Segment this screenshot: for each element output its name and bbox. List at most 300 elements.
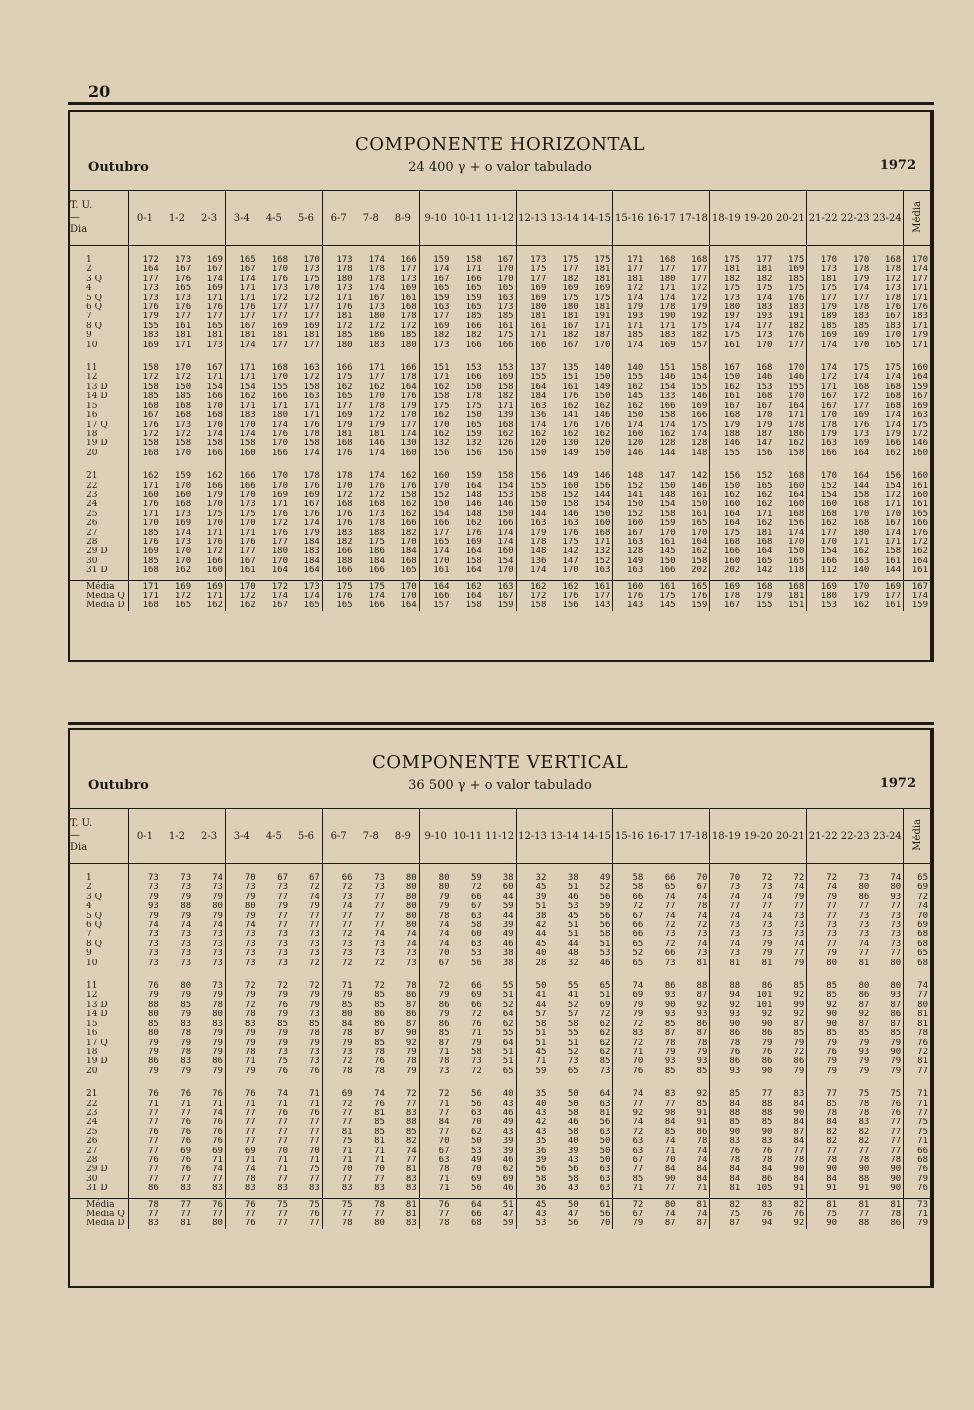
mean-cell: 179 [911, 331, 928, 341]
day-cell: 4 [70, 284, 129, 293]
value-cell: 172 [336, 321, 353, 331]
mean-cell: 66 [917, 1146, 928, 1156]
value-cell: 153 [484, 491, 516, 500]
table-row [70, 972, 930, 991]
value-cell: 163 [530, 519, 547, 529]
value-cell: 163 [627, 537, 644, 547]
hour-header: 14-15 [581, 809, 613, 864]
value-cell: 71 [193, 1100, 225, 1109]
value-cell: 158 [659, 509, 676, 519]
table-row [70, 449, 930, 462]
value-cell: 140 [853, 566, 870, 576]
value-cell: 71 [374, 1146, 385, 1156]
value-cell: 85 [341, 1000, 353, 1010]
value-cell: 67 [632, 911, 644, 921]
value-cell: 120 [530, 439, 547, 449]
value-cell: 71 [277, 1155, 289, 1165]
value-cell: 72 [774, 864, 806, 884]
value-cell: 77 [664, 1099, 676, 1109]
table-row [70, 294, 930, 303]
value-cell: 83 [387, 1175, 419, 1184]
value-cell: 184 [290, 557, 322, 566]
value-cell: 91 [774, 1184, 806, 1198]
value-cell: 174 [853, 373, 870, 383]
value-cell: 169 [271, 321, 289, 331]
value-cell: 66 [632, 892, 644, 902]
value-cell: 183 [659, 331, 676, 341]
value-cell: 178 [871, 294, 903, 303]
value-cell: 176 [678, 592, 710, 601]
value-cell: 150 [581, 392, 613, 401]
value-cell: 87 [438, 1038, 450, 1048]
value-cell: 182 [756, 274, 773, 284]
value-cell: 92 [774, 991, 806, 1000]
value-cell: 151 [433, 363, 450, 374]
hour-header: 5-6 [290, 809, 322, 864]
value-cell: 77 [858, 1210, 870, 1219]
value-cell: 164 [723, 509, 741, 519]
value-cell: 73 [729, 949, 741, 959]
value-cell: 166 [723, 547, 741, 557]
value-cell: 77 [277, 892, 289, 902]
value-cell: 74 [664, 892, 676, 902]
value-cell: 86 [858, 991, 870, 1001]
value-cell: 171 [368, 363, 385, 374]
value-cell: 164 [530, 382, 547, 392]
value-cell: 39 [535, 1155, 547, 1165]
value-cell: 63 [581, 1175, 613, 1184]
value-cell: 86 [147, 1057, 159, 1067]
value-cell: 63 [581, 1128, 613, 1137]
value-cell: 51 [567, 883, 579, 893]
day-cell: Média D [70, 601, 129, 610]
value-cell: 157 [678, 341, 710, 354]
value-cell: 162 [452, 580, 484, 592]
value-cell: 74 [438, 930, 450, 940]
value-cell: 170 [756, 411, 773, 421]
value-cell: 73 [277, 949, 289, 959]
value-cell: 160 [484, 547, 516, 556]
value-cell: 80 [193, 1219, 225, 1228]
mean-cell: 176 [911, 528, 928, 538]
table-row [70, 246, 930, 266]
value-cell: 77 [826, 911, 838, 921]
value-cell: 74 [761, 911, 773, 921]
value-cell: 162 [562, 401, 579, 411]
value-cell: 173 [530, 255, 547, 265]
value-cell: 87 [387, 1020, 419, 1029]
table-row [70, 1137, 930, 1146]
value-cell: 87 [774, 1020, 806, 1029]
value-cell: 74 [341, 902, 353, 912]
day-cell: Média Q [70, 1210, 129, 1219]
value-cell: 79 [277, 1010, 289, 1020]
value-cell: 63 [581, 1184, 613, 1198]
value-cell: 181 [193, 331, 225, 340]
value-cell: 158 [142, 382, 159, 392]
value-cell: 177 [174, 312, 192, 322]
value-cell: 174 [239, 274, 256, 284]
value-cell: 170 [271, 481, 289, 491]
value-cell: 167 [433, 274, 450, 284]
value-cell: 149 [627, 556, 644, 566]
value-cell: 81 [729, 1184, 741, 1194]
value-cell: 76 [290, 1210, 322, 1219]
value-cell: 73 [180, 958, 192, 968]
value-cell: 64 [452, 1198, 484, 1210]
value-cell: 164 [853, 471, 870, 482]
value-cell: 167 [239, 321, 256, 331]
value-cell: 162 [239, 392, 256, 402]
hour-header: 2-3 [193, 191, 225, 246]
value-cell: 160 [562, 481, 579, 491]
value-cell: 40 [567, 1137, 579, 1147]
value-cell: 79 [774, 959, 806, 972]
value-cell: 76 [180, 1127, 192, 1137]
value-cell: 176 [336, 519, 353, 529]
value-cell: 167 [484, 246, 516, 266]
value-cell: 168 [774, 510, 806, 519]
day-cell: Média Q [70, 592, 129, 601]
value-cell: 46 [567, 892, 579, 902]
value-cell: 162 [581, 402, 613, 411]
value-cell: 86 [858, 892, 870, 902]
value-cell: 171 [239, 528, 256, 538]
value-cell: 153 [465, 363, 482, 374]
value-cell: 72 [632, 902, 644, 912]
value-cell: 181 [530, 312, 547, 322]
value-cell: 79 [193, 1029, 225, 1038]
value-cell: 87 [858, 1019, 870, 1029]
value-cell: 145 [627, 392, 644, 402]
value-cell: 32 [535, 873, 547, 883]
value-cell: 165 [174, 284, 192, 294]
value-cell: 173 [290, 265, 322, 274]
value-cell: 169 [807, 580, 839, 592]
value-cell: 53 [470, 1146, 482, 1156]
value-cell: 169 [530, 293, 547, 303]
data-grid [70, 191, 930, 611]
value-cell: 164 [465, 592, 482, 601]
value-cell: 177 [271, 537, 289, 547]
value-cell: 79 [244, 911, 256, 921]
value-cell: 158 [484, 462, 516, 481]
value-cell: 78 [664, 1038, 676, 1048]
value-cell: 87 [774, 1128, 806, 1137]
value-cell: 58 [535, 1019, 547, 1029]
value-cell: 183 [756, 303, 773, 313]
value-cell: 78 [438, 1057, 450, 1067]
mean-cell: 77 [917, 991, 928, 1001]
hour-header: 14-15 [581, 191, 613, 246]
value-cell: 172 [290, 294, 322, 303]
value-cell: 154 [820, 490, 838, 500]
value-cell: 78 [729, 1155, 741, 1165]
value-cell: 78 [871, 1156, 903, 1165]
value-cell: 160 [820, 500, 838, 510]
value-cell: 77 [180, 1210, 192, 1219]
value-cell: 170 [678, 529, 710, 538]
value-cell: 179 [336, 420, 353, 430]
value-cell: 128 [678, 439, 710, 448]
value-cell: 179 [820, 429, 838, 439]
value-cell: 175 [581, 246, 613, 266]
value-cell: 70 [438, 1137, 450, 1147]
value-cell: 166 [820, 556, 838, 566]
day-cell: 29 D [70, 547, 129, 556]
hour-header: 3-4 [225, 191, 257, 246]
value-cell: 183 [290, 547, 322, 556]
value-cell: 176 [387, 482, 419, 491]
value-cell: 176 [271, 509, 289, 519]
value-cell: 77 [244, 1108, 256, 1118]
table-row [70, 354, 930, 373]
value-cell: 79 [180, 1066, 192, 1076]
value-cell: 175 [678, 322, 710, 331]
value-cell: 79 [290, 991, 322, 1000]
value-cell: 74 [664, 1210, 676, 1219]
value-cell: 83 [244, 1019, 256, 1029]
value-cell: 78 [678, 1039, 710, 1048]
value-cell: 165 [678, 580, 710, 592]
value-cell: 81 [374, 1137, 385, 1147]
value-cell: 165 [756, 556, 773, 566]
tu-label: T. U. [70, 200, 93, 211]
value-cell: 62 [484, 1165, 516, 1174]
value-cell: 118 [774, 566, 806, 580]
value-cell: 56 [581, 1118, 613, 1127]
value-cell: 78 [438, 1165, 450, 1175]
value-cell: 187 [581, 331, 613, 340]
value-cell: 168 [774, 462, 806, 481]
table-row [70, 1020, 930, 1029]
value-cell: 70 [438, 949, 450, 959]
value-cell: 162 [627, 382, 644, 392]
value-cell: 72 [341, 1099, 353, 1109]
corner-label [70, 809, 129, 864]
value-cell: 79 [858, 1057, 870, 1067]
value-cell: 86 [678, 1128, 710, 1137]
value-cell: 186 [368, 547, 385, 557]
value-cell: 83 [632, 1029, 644, 1039]
value-cell: 45 [535, 1047, 547, 1057]
value-cell: 163 [820, 439, 838, 449]
value-cell: 76 [871, 1109, 903, 1118]
value-cell: 171 [659, 321, 676, 331]
value-cell: 171 [239, 284, 256, 294]
mean-cell: 160 [911, 490, 928, 500]
value-cell: 172 [368, 411, 385, 421]
value-cell: 170 [484, 275, 516, 284]
value-cell: 132 [465, 439, 482, 449]
table-row [70, 1001, 930, 1010]
value-cell: 171 [239, 373, 256, 383]
value-cell: 69 [470, 991, 482, 1001]
value-cell: 90 [774, 1165, 806, 1174]
value-cell: 170 [387, 538, 419, 547]
value-cell: 169 [853, 331, 870, 341]
value-cell: 83 [180, 1019, 192, 1029]
value-cell: 158 [290, 383, 322, 392]
value-cell: 174 [820, 340, 838, 350]
value-cell: 155 [530, 373, 547, 383]
day-cell: 15 [70, 1020, 129, 1029]
value-cell: 91 [826, 1184, 838, 1194]
value-cell: 167 [871, 519, 903, 528]
value-cell: 83 [858, 1118, 870, 1128]
value-cell: 79 [826, 949, 838, 959]
value-cell: 85 [374, 1000, 385, 1010]
value-cell: 76 [470, 1019, 482, 1029]
value-cell: 191 [581, 312, 613, 321]
value-cell: 76 [374, 1057, 385, 1067]
value-cell: 76 [277, 1066, 289, 1076]
mean-cell: 159 [911, 601, 928, 611]
value-cell: 185 [484, 312, 516, 321]
table-row [70, 383, 930, 392]
value-cell: 80 [387, 921, 419, 930]
value-cell: 84 [774, 1100, 806, 1109]
mean-cell: 165 [911, 509, 928, 519]
value-cell: 173 [756, 331, 773, 341]
value-cell: 185 [853, 321, 870, 331]
value-cell: 160 [627, 519, 644, 529]
value-cell: 77 [341, 1174, 353, 1184]
value-cell: 50 [535, 981, 547, 992]
mean-cell: 74 [917, 902, 928, 912]
value-cell: 50 [470, 1137, 482, 1147]
value-cell: 182 [433, 331, 450, 341]
value-cell: 168 [678, 246, 710, 266]
value-cell: 90 [858, 1165, 870, 1175]
value-cell: 78 [244, 1047, 256, 1057]
value-cell: 177 [239, 547, 256, 557]
value-cell: 61 [581, 1198, 613, 1210]
value-cell: 177 [659, 265, 676, 275]
value-cell: 182 [774, 322, 806, 331]
value-cell: 40 [535, 949, 547, 959]
value-cell: 173 [368, 303, 385, 313]
value-cell: 73 [290, 940, 322, 949]
value-cell: 177 [336, 401, 353, 411]
value-cell: 63 [581, 1100, 613, 1109]
hour-header: 13-14 [548, 191, 580, 246]
value-cell: 142 [756, 566, 773, 576]
hour-header: 0-1 [129, 809, 161, 864]
table-row [70, 341, 930, 354]
value-cell: 136 [530, 411, 547, 421]
hour-header: 18-19 [710, 809, 742, 864]
value-cell: 80 [387, 912, 419, 921]
value-cell: 168 [142, 566, 159, 576]
value-cell: 72 [341, 958, 353, 968]
mean-cell: 161 [911, 481, 928, 491]
value-cell: 160 [433, 471, 450, 482]
table-row [70, 566, 930, 580]
value-cell: 91 [858, 1184, 870, 1194]
value-cell: 162 [174, 566, 192, 576]
value-cell: 190 [659, 312, 676, 322]
value-cell: 158 [678, 557, 710, 566]
value-cell: 86 [761, 1174, 773, 1184]
value-cell: 71 [678, 1184, 710, 1198]
value-cell: 58 [581, 930, 613, 939]
value-cell: 73 [290, 1048, 322, 1057]
value-cell: 77 [277, 911, 289, 921]
value-cell: 179 [142, 312, 159, 322]
value-cell: 74 [632, 981, 644, 992]
value-cell: 80 [180, 981, 192, 992]
value-cell: 73 [871, 921, 903, 930]
value-cell: 181 [336, 312, 353, 322]
value-cell: 179 [387, 402, 419, 411]
table-row [70, 902, 930, 911]
value-cell: 166 [239, 481, 256, 491]
value-cell: 79 [826, 1038, 838, 1048]
value-cell: 178 [820, 420, 838, 430]
value-cell: 162 [723, 490, 741, 500]
mean-cell: 69 [917, 883, 928, 893]
value-cell: 77 [290, 1219, 322, 1228]
value-cell: 81 [180, 1219, 192, 1229]
value-cell: 173 [290, 580, 322, 592]
value-cell: 171 [853, 537, 870, 547]
value-cell: 166 [484, 341, 516, 354]
value-cell: 162 [142, 471, 159, 482]
value-cell: 70 [470, 1165, 482, 1175]
value-cell: 76 [774, 1210, 806, 1219]
value-cell: 161 [581, 580, 613, 592]
value-cell: 85 [374, 1118, 385, 1128]
value-cell: 71 [341, 1155, 353, 1165]
value-cell: 197 [723, 312, 741, 322]
value-cell: 76 [761, 1047, 773, 1057]
value-cell: 176 [290, 482, 322, 491]
value-cell: 79 [678, 1048, 710, 1057]
value-cell: 77 [761, 902, 773, 912]
value-cell: 137 [530, 363, 547, 374]
value-cell: 170 [225, 580, 257, 592]
table-row [70, 538, 930, 547]
value-cell: 79 [244, 892, 256, 902]
value-cell: 180 [562, 303, 579, 313]
value-cell: 168 [871, 246, 903, 266]
value-cell: 83 [761, 1137, 773, 1147]
value-cell: 154 [484, 557, 516, 566]
value-cell: 77 [387, 1156, 419, 1165]
value-cell: 40 [535, 1099, 547, 1109]
value-cell: 165 [433, 284, 450, 294]
value-cell: 155 [756, 601, 773, 611]
value-cell: 170 [756, 340, 773, 350]
value-cell: 172 [871, 491, 903, 500]
value-cell: 71 [341, 1146, 353, 1156]
value-cell: 74 [678, 893, 710, 902]
mean-cell: 177 [911, 274, 928, 284]
value-cell: 169 [142, 340, 159, 350]
table-row [70, 265, 930, 274]
value-cell: 181 [290, 331, 322, 340]
value-cell: 171 [193, 373, 225, 382]
corner-label [70, 191, 129, 246]
value-cell: 46 [567, 1118, 579, 1128]
value-cell: 65 [664, 883, 676, 893]
value-cell: 72 [290, 959, 322, 972]
value-cell: 156 [530, 471, 547, 482]
mean-cell: 71 [917, 1210, 928, 1219]
value-cell: 77 [341, 1108, 353, 1118]
value-cell: 72 [826, 873, 838, 883]
